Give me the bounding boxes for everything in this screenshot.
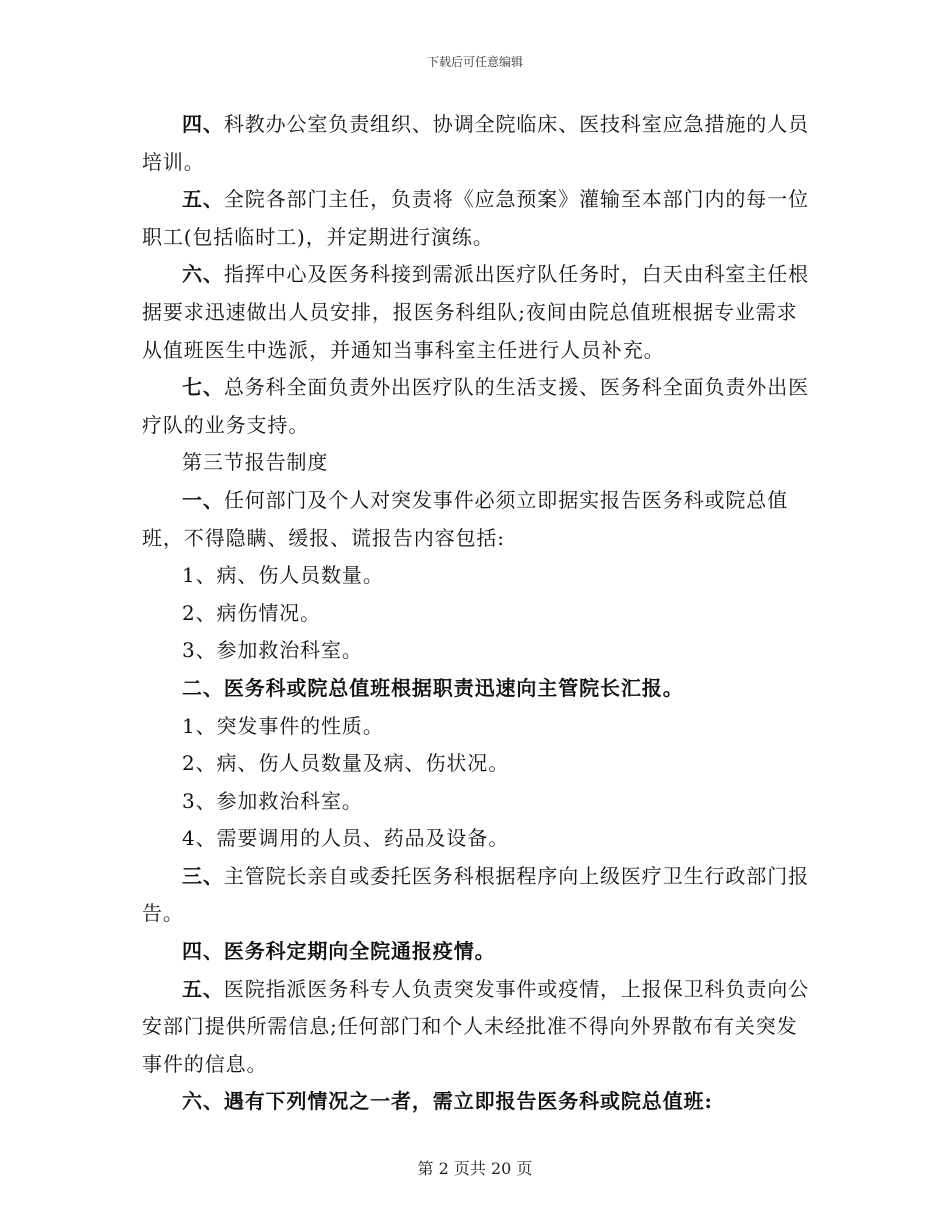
list-item-number: 2、: [182, 600, 217, 625]
paragraph-text: 任何部门及个人对突发事件必须立即据实报告医务科或院总值班，不得隐瞒、缓报、谎报告内容包括:: [142, 487, 789, 550]
paragraph-text: 主管院长亲自或委托医务科根据程序向上级医疗卫生行政部门报告。: [142, 863, 810, 926]
list-item-number: 3、: [182, 638, 217, 663]
paragraph: [142, 256, 810, 369]
paragraph-text: 医务科或院总值班根据职责迅速向主管院长汇报。: [223, 675, 684, 700]
paragraph-text: 医院指派医务科专人负责突发事件或疫情，上报保卫科负责向公安部门提供所需信息;任何部门和个人未经批准不得向外界散布有关突发事件的信息。: [142, 976, 810, 1076]
section-heading: [142, 444, 810, 482]
list-item-text: 突发事件的性质。: [216, 713, 384, 738]
paragraph-text: 科教办公室负责组织、协调全院临床、医技科室应急措施的人员培训。: [142, 112, 810, 174]
paragraph: [142, 971, 810, 1084]
list-item-text: 参加救治科室。: [216, 788, 363, 813]
paragraph-lead: 四、: [182, 112, 224, 136]
list-item-number: 1、: [182, 713, 217, 738]
paragraph: [142, 106, 810, 181]
list-item: [142, 745, 810, 783]
paragraph-text: 指挥中心及医务科接到需派出医疗队任务时，白天由科室主任根据要求迅速做出人员安排，报医务科组队;夜间由院总值班根据专业需求从值班医生中选派，并通知当事科室主任进行人员补充。: [142, 262, 810, 362]
list-item-text: 参加救治科室。: [216, 638, 363, 663]
list-item: [142, 632, 810, 670]
paragraph-bold: [142, 670, 810, 708]
paragraph-lead: 三、: [182, 863, 224, 888]
paragraph-text: 遇有下列情况之一者，需立即报告医务科或院总值班:: [223, 1089, 713, 1114]
paragraph-bold: [142, 933, 810, 971]
list-item-text: 病、伤人员数量。: [216, 563, 384, 588]
list-item: [142, 783, 810, 821]
paragraph: [142, 369, 810, 444]
paragraph-lead: 二、: [182, 675, 224, 700]
list-item: [142, 595, 810, 633]
paragraph-text: 医务科定期向全院通报疫情。: [223, 939, 496, 964]
list-item: [142, 820, 810, 858]
paragraph-lead: 六、: [182, 1089, 224, 1114]
paragraph-lead: 五、: [182, 976, 224, 1001]
list-item-number: 3、: [182, 788, 217, 813]
paragraph-lead: 五、: [182, 187, 224, 212]
paragraph-lead: 六、: [182, 262, 224, 287]
list-item-text: 需要调用的人员、药品及设备。: [216, 826, 510, 851]
section-heading-text: 第三节报告制度: [182, 450, 329, 475]
page-number: 第 2 页共 20 页: [417, 1159, 533, 1178]
list-item: [142, 708, 810, 746]
paragraph-lead: 四、: [182, 939, 224, 964]
list-item-text: 病、伤人员数量及病、伤状况。: [216, 751, 510, 776]
list-item-text: 病伤情况。: [216, 600, 322, 625]
paragraph: [142, 181, 810, 256]
list-item-number: 2、: [182, 751, 217, 776]
paragraph-text: 总务科全面负责外出医疗队的生活支援、医务科全面负责外出医疗队的业务支持。: [142, 375, 810, 437]
list-item: [142, 557, 810, 595]
list-item-number: 1、: [182, 563, 217, 588]
page-header: 下载后可任意编辑: [426, 55, 523, 69]
paragraph: [142, 482, 810, 557]
document-body: [142, 106, 810, 1121]
list-item-number: 4、: [182, 826, 217, 851]
paragraph-lead: 七、: [182, 375, 224, 400]
paragraph-lead: 一、: [182, 487, 224, 512]
paragraph-bold: [142, 1083, 810, 1121]
paragraph: [142, 858, 810, 933]
paragraph-text: 全院各部门主任，负责将《应急预案》灌输至本部门内的每一位职工(包括临时工)，并定期进行演练。: [142, 187, 810, 249]
